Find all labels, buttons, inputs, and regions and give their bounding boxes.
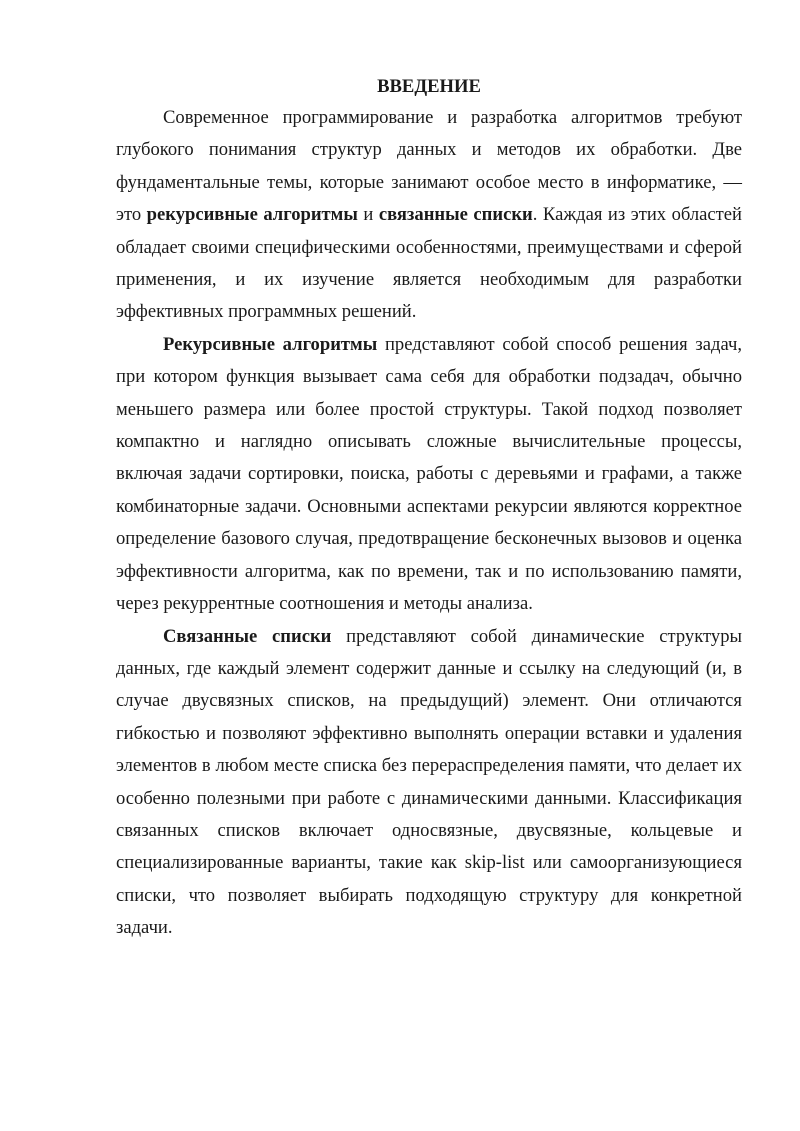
bold-term-recursive-algorithms: рекурсивные алгоритмы xyxy=(146,204,358,226)
paragraph-text: представляют собой способ решения задач, при котором функция вызывает сама себя для обработки подзадач, обычно меньшего размера или более простой структуры. Такой подход позволяет компактно и наглядно описывать сложные вычислительные процессы, включая задачи сортировки, поиска, работы с деревьями и графами, а также комбинаторные задачи. Основными аспектами рекурсии являются корректное определение базового случая, предотвращение бесконечных вызовов и оценка эффективности алгоритма, как по времени, так и по использованию памяти, через рекуррентные соотношения и методы анализа. xyxy=(116,333,742,615)
section-heading: ВВЕДЕНИЕ xyxy=(377,76,481,97)
paragraph-text: . Каждая из этих областей обладает своими специфическими особенностями, преимуществами и сферой применения, и их изучение является необходимым для разработки эффективных программных решений. xyxy=(116,204,742,323)
bold-term-linked-lists: связанные списки xyxy=(378,204,533,226)
document-body xyxy=(116,76,742,945)
bold-term-recursive-algorithms: Рекурсивные алгоритмы xyxy=(163,333,378,355)
paragraph-text: и xyxy=(357,204,379,226)
paragraph-linked-lists xyxy=(116,621,742,945)
bold-term-linked-lists: Связанные списки xyxy=(163,625,332,647)
paragraph-text: Современное программирование и разработка алгоритмов требуют глубокого понимания структур данных и методов их обработки. Две фундаментальные темы, которые занимают особое место в информатике, — это xyxy=(116,107,742,226)
paragraph-intro xyxy=(116,102,742,329)
paragraph-recursion xyxy=(116,329,742,621)
paragraph-text: представляют собой динамические структуры данных, где каждый элемент содержит данные и ссылку на следующий (и, в случае двусвязных списков, на предыдущий) элемент. Они отличаются гибкостью и позволяют эффективно выполнять операции вставки и удаления элементов в любом месте списка без перераспределения памяти, что делает их особенно полезными при работе с динамическими данными. Классификация связанных списков включает односвязные, двусвязные, кольцевые и специализированные варианты, такие как skip-list или самоорганизующиеся списки, что позволяет выбирать подходящую структуру для конкретной задачи. xyxy=(116,625,742,939)
